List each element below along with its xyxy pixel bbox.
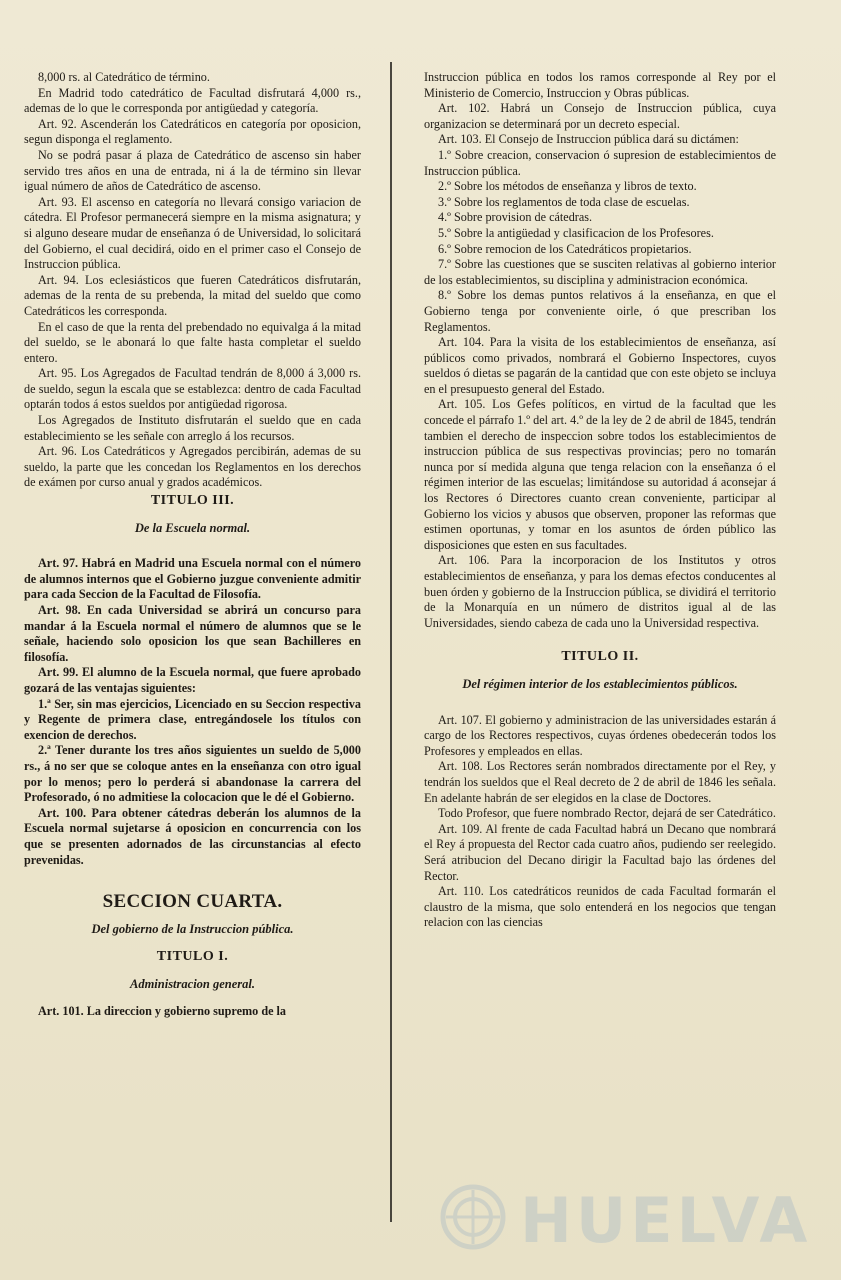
seccion-cuarta-subheading: Del gobierno de la Instruccion pública. <box>91 921 294 936</box>
article-107: Art. 107. El gobierno y administracion de las universidades estarán á cargo de los Rectores respectivos, cuyas órdenes obedecerán todos los Profesores y empleados en ellas. <box>424 712 776 758</box>
paragraph: No se podrá pasar á plaza de Catedrático de ascenso sin haber servido tres años en una de entrada, ni á la de término sin llevar igual número de años de Catedrático de ascenso. <box>24 147 361 194</box>
watermark <box>440 1178 812 1258</box>
article-97: Art. 97. Habrá en Madrid una Escuela normal con el número de alumnos internos que el Gobierno juzgue conveniente admitir para cada Seccion de la Facultad de Filosofía. <box>24 556 361 602</box>
column-divider <box>390 62 392 1222</box>
article-103: Art. 103. El Consejo de Instruccion pública dará su dictámen: <box>438 132 739 147</box>
article-106: Art. 106. Para la incorporacion de los Institutos y otros establecimientos de enseñanza, y para los demas efectos conducentes al buen órden y gobierno de la Instruccion pública, se dividirá el territorio de la Monarquía en un número de distritos igual al de las Universidades, siendo cabeza de cada uno la Universidad respectiva. <box>424 553 776 630</box>
list-item: 6.º Sobre remocion de los Catedráticos propietarios. <box>438 241 692 256</box>
titulo-ii-heading: TITULO II. <box>561 649 639 665</box>
article-105: Art. 105. Los Gefes políticos, en virtud de la facultad que les concede el párrafo 1.º del art. 4.º de la ley de 2 de abril de 1845, tendrán tambien el derecho de inspeccion sobre todos los establecimientos de instruccion pública de sus respectivas provincias; pero no tomarán nunca por sí medida alguna que tenga relacion con la enseñanza ó el régimen interior de las escuelas; limitándose su autoridad á aconsejar á los Rectores ó Directores cuanto crean conveniente, participar al Gobierno los vicios y abusos que observen, proponer las reformas que estimen oportunas, y tomar en los asuntos de órden público las disposiciones que esten en sus facultades. <box>424 397 776 552</box>
list-item: 1.ª Ser, sin mas ejercicios, Licenciado en su Seccion respectiva y Regente de primera clase, entregándosele los títulos con exencion de derechos. <box>24 696 361 742</box>
article-104: Art. 104. Para la visita de los establecimientos de enseñanza, así públicos como privados, nombrará el Gobierno Inspectores, cuyos sueldos ó dietas se pagarán de la cantidad que con este objeto se incluya en el presupuesto general del Estado. <box>424 335 776 396</box>
list-item: 4.º Sobre provision de cátedras. <box>438 210 593 225</box>
list-item: 5.º Sobre la antigüedad y clasificacion de los Profesores. <box>438 225 714 240</box>
list-item: 8.º Sobre los demas puntos relativos á la enseñanza, en que el Gobierno tenga por conveniente oirle, ó que prescriban los Reglamentos. <box>424 288 776 334</box>
province-seal-icon <box>440 1184 506 1250</box>
article-94: Art. 94. Los eclesiásticos que fueren Catedráticos disfrutarán, ademas de la renta de su prebenda, la mitad del sueldo que como Catedráticos les corresponda. <box>24 272 361 318</box>
titulo-iii-subheading: De la Escuela normal. <box>134 520 251 535</box>
article-93: Art. 93. El ascenso en categoría no llevará consigo variacion de cátedra. El Profesor permanecerá siempre en la misma asignatura; y si alguno deseare mudar de enseñanza ó de Universidad, lo solicitará del Gobierno, el cual decidirá, oido en el primer caso el Consejo de Instruccion pública. <box>24 194 361 272</box>
article-96: Art. 96. Los Catedráticos y Agregados percibirán, ademas de su sueldo, la parte que les concedan los Reglamentos en los derechos de exámen por curso anual y grados académicos. <box>24 444 361 490</box>
titulo-i-subheading: Administracion general. <box>129 976 256 991</box>
titulo-ii-subheading: Del régimen interior de los establecimientos públicos. <box>462 676 738 691</box>
list-item: 3.º Sobre los reglamentos de toda clase de escuelas. <box>438 194 690 209</box>
paragraph: 8,000 rs. al Catedrático de término. <box>38 70 210 84</box>
watermark-text: HUELVA <box>520 1184 812 1257</box>
left-column <box>24 70 361 1020</box>
article-108: Art. 108. Los Rectores serán nombrados directamente por el Rey, y tendrán los sueldos que el Real decreto de 2 de abril de 1846 les señala. En adelante habrán de ser elegidos en la clase de Doctores. <box>424 759 776 805</box>
seccion-cuarta-heading: SECCION CUARTA. <box>102 891 283 913</box>
article-101: Art. 101. La direccion y gobierno supremo de la <box>38 1004 287 1019</box>
paragraph: En Madrid todo catedrático de Facultad disfrutará 4,000 rs., ademas de lo que le corresponda por antigüedad y categoría. <box>24 85 361 116</box>
paragraph: Los Agregados de Instituto disfrutarán el sueldo que en cada establecimiento se les señale con arreglo á los recursos. <box>24 413 361 443</box>
list-item: 1.º Sobre creacion, conservacion ó supresion de establecimientos de Instruccion pública. <box>424 147 776 178</box>
titulo-i-heading: TITULO I. <box>156 949 229 965</box>
paragraph: Instruccion pública en todos los ramos corresponde al Rey por el Ministerio de Comercio, Instruccion y Obras públicas. <box>424 70 776 100</box>
article-109: Art. 109. Al frente de cada Facultad habrá un Decano que nombrará el Rey á propuesta del Rector cada cuatro años, pudiendo ser reelegido. Será atribucion del Decano dirigir la Facultad bajo las órdenes del Rector. <box>424 821 776 883</box>
article-110: Art. 110. Los catedráticos reunidos de cada Facultad formarán el claustro de la misma, que solo entenderá en los negocios que tengan relacion con las ciencias <box>424 884 776 930</box>
article-92: Art. 92. Ascenderán los Catedráticos en categoría por oposicion, segun disponga el reglamento. <box>24 116 361 147</box>
list-item: 2.º Sobre los métodos de enseñanza y libros de texto. <box>438 179 697 194</box>
list-item: 7.º Sobre las cuestiones que se susciten relativas al gobierno interior de los establecimientos, su disciplina y administracion económica. <box>424 257 776 287</box>
article-99: Art. 99. El alumno de la Escuela normal, que fuere aprobado gozará de las ventajas siguientes: <box>24 665 361 695</box>
article-98: Art. 98. En cada Universidad se abrirá un concurso para mandar á la Escuela normal el número de alumnos que se le señale, haciendo solo oposicion los que sean Bachilleres en filosofía. <box>24 603 361 664</box>
paragraph: En el caso de que la renta del prebendado no equivalga á la mitad del sueldo, se le abonará lo que falte hasta completar el sueldo entero. <box>24 319 361 365</box>
titulo-iii-heading: TITULO III. <box>150 493 235 509</box>
article-102: Art. 102. Habrá un Consejo de Instruccion pública, cuya organizacion se determinará por un decreto especial. <box>424 101 776 131</box>
right-column <box>424 70 776 931</box>
paragraph: Todo Profesor, que fuere nombrado Rector, dejará de ser Catedrático. <box>438 806 776 821</box>
article-95: Art. 95. Los Agregados de Facultad tendrán de 8,000 á 3,000 rs. de sueldo, segun la escala que se establezca: dentro de cada Facultad optarán todos á estos sueldos por antigüedad rigorosa. <box>24 366 361 412</box>
article-100: Art. 100. Para obtener cátedras deberán los alumnos de la Escuela normal sujetarse á oposicion en concurrencia con los que se presenten adornados de las circunstancias al efecto prevenidas. <box>24 805 361 867</box>
list-item: 2.ª Tener durante los tres años siguientes un sueldo de 5,000 rs., á no ser que se coloque antes en la enseñanza con otro igual por lo menos; pero lo perderá si abandonase la carrera del Profesorado, ó no admitiese la colocacion que le dé el Gobierno. <box>24 743 361 805</box>
